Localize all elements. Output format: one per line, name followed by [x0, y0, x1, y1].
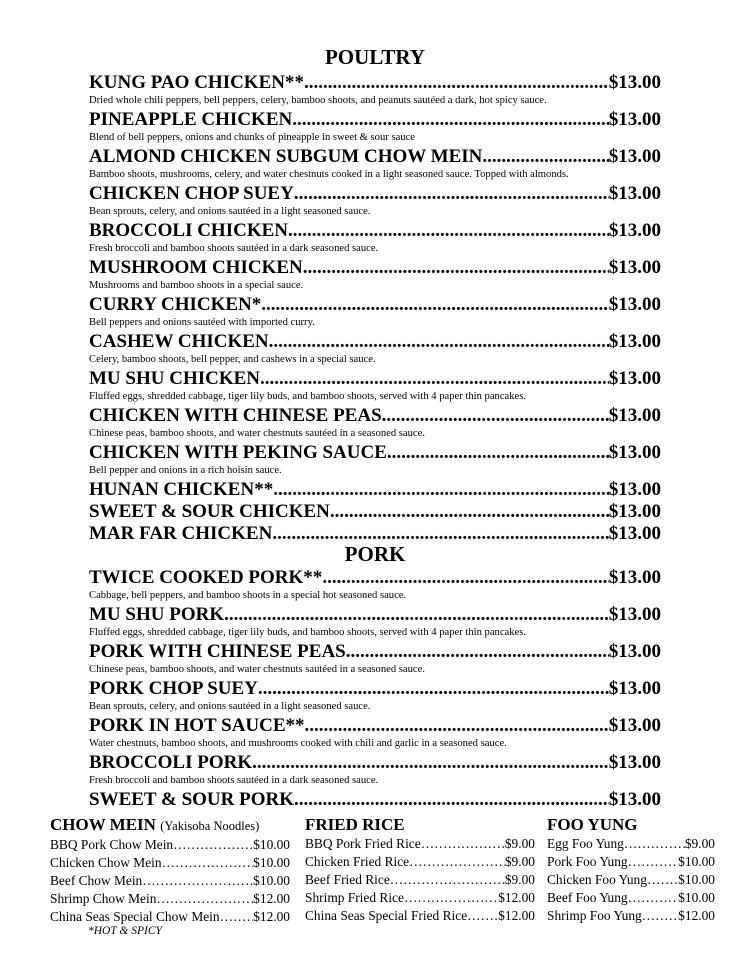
item-price: $13.00: [608, 678, 661, 699]
side-dish-row: [305, 853, 535, 871]
dot-leader: [346, 641, 609, 663]
item-description: Bell pepper and onions in a rich hoisin sauce.: [89, 465, 282, 476]
menu-item: [89, 752, 661, 774]
item-name: PINEAPPLE CHICKEN: [89, 109, 293, 130]
menu-item: [89, 789, 661, 811]
dot-leader: [220, 908, 254, 926]
item-price: $13.00: [608, 368, 661, 389]
item-name: MU SHU CHICKEN: [89, 368, 261, 389]
side-dish-name: BBQ Pork Chow Mein: [50, 837, 174, 852]
side-dish-price: $12.00: [498, 908, 535, 923]
side-dish-name: Egg Foo Yung: [547, 836, 624, 851]
item-name: BROCCOLI CHICKEN: [89, 220, 288, 241]
side-dish-price: $12.00: [678, 908, 715, 923]
item-name: CHICKEN WITH CHINESE PEAS: [89, 405, 382, 426]
dot-leader: [224, 604, 609, 626]
item-description: Water chestnuts, bamboo shoots, and mushrooms cooked with chili and garlic in a seasoned sauce.: [89, 738, 507, 749]
menu-item: [89, 146, 661, 168]
side-dish-row: [547, 853, 715, 871]
item-description: Chinese peas, bamboo shoots, and water chestnuts sautéed in a seasoned sauce.: [89, 664, 425, 675]
side-dish-price: $10.00: [253, 873, 290, 888]
item-name: PORK WITH CHINESE PEAS: [89, 641, 346, 662]
item-price: $13.00: [608, 183, 661, 204]
menu-item: [89, 479, 661, 501]
item-name: KUNG PAO CHICKEN**: [89, 72, 304, 93]
dot-leader: [269, 331, 609, 353]
dot-leader: [142, 872, 253, 890]
item-price: $13.00: [608, 501, 661, 522]
item-price: $13.00: [608, 72, 661, 93]
pork-section-title: PORK: [344, 542, 406, 566]
dot-leader: [173, 836, 253, 854]
side-dish-row: [547, 907, 715, 925]
menu-item: [89, 72, 661, 94]
item-description: Celery, bamboo shoots, bell pepper, and cashews in a special sauce.: [89, 354, 376, 365]
item-name: PORK IN HOT SAUCE**: [89, 715, 305, 736]
dot-leader: [330, 501, 609, 523]
item-description: Bell peppers and onions sautéed with imported curry.: [89, 317, 315, 328]
side-dish-price: $10.00: [678, 872, 715, 887]
side-dish-name: Beef Foo Yung: [547, 890, 628, 905]
dot-leader: [252, 752, 609, 774]
item-price: $13.00: [608, 567, 661, 588]
side-dish-row: [50, 854, 290, 872]
item-name: CHICKEN WITH PEKING SAUCE: [89, 442, 387, 463]
fried-rice-title: FRIED RICE: [305, 815, 405, 834]
dot-leader: [260, 368, 609, 390]
side-dish-row: [305, 871, 535, 889]
side-dish-price: $12.00: [253, 891, 290, 906]
item-description: Bean sprouts, celery, and onions sautéed in a light seasoned sauce.: [89, 206, 371, 217]
dot-leader: [261, 294, 608, 316]
menu-item: [89, 220, 661, 242]
menu-item: [89, 294, 661, 316]
dot-leader: [642, 907, 678, 925]
menu-item: [89, 501, 661, 523]
menu-item: [89, 641, 661, 663]
side-dish-price: $9.00: [684, 836, 715, 851]
dot-leader: [628, 853, 679, 871]
side-dish-name: Shrimp Fried Rice: [305, 890, 404, 905]
item-price: $13.00: [608, 331, 661, 352]
item-price: $13.00: [608, 789, 661, 810]
item-name: PORK CHOP SUEY: [89, 678, 258, 699]
side-dish-name: China Seas Special Fried Rice: [305, 908, 468, 923]
foo-yung-list: [547, 835, 715, 925]
item-price: $13.00: [608, 604, 661, 625]
side-dish-name: Beef Fried Rice: [305, 872, 390, 887]
side-dish-name: BBQ Pork Fried Rice: [305, 836, 421, 851]
item-name: HUNAN CHICKEN**: [89, 479, 274, 500]
item-description: Fluffed eggs, shredded cabbage, tiger lily buds, and bamboo shoots, served with 4 paper thin pancakes.: [89, 391, 526, 402]
item-description: Blend of bell peppers, onions and chunks of pineapple in sweet & sour sauce: [89, 132, 415, 143]
menu-item: [89, 678, 661, 700]
side-dish-price: $9.00: [504, 854, 535, 869]
item-price: $13.00: [608, 294, 661, 315]
item-price: $13.00: [608, 146, 661, 167]
item-name: MUSHROOM CHICKEN: [89, 257, 303, 278]
item-price: $13.00: [608, 752, 661, 773]
item-price: $13.00: [608, 479, 661, 500]
item-description: Bean sprouts, celery, and onions sautéed in a light seasoned sauce.: [89, 701, 371, 712]
dot-leader: [294, 789, 609, 811]
side-dish-name: China Seas Special Chow Mein: [50, 909, 220, 924]
side-dish-price: $10.00: [678, 854, 715, 869]
chow-mein-title: CHOW MEIN: [50, 815, 156, 834]
dot-leader: [390, 871, 505, 889]
side-dish-price: $10.00: [253, 855, 290, 870]
dot-leader: [404, 889, 498, 907]
item-price: $13.00: [608, 523, 661, 544]
menu-item: [89, 715, 661, 737]
menu-item: [89, 257, 661, 279]
dot-leader: [303, 257, 609, 279]
side-dish-row: [50, 872, 290, 890]
dot-leader: [305, 715, 609, 737]
dot-leader: [647, 871, 678, 889]
fried-rice-column: [305, 815, 535, 925]
menu-item: [89, 183, 661, 205]
dot-leader: [382, 405, 609, 427]
fried-rice-list: [305, 835, 535, 925]
side-dish-price: $10.00: [678, 890, 715, 905]
side-dish-row: [50, 890, 290, 908]
menu-item: [89, 442, 661, 464]
side-dish-row: [547, 835, 715, 853]
item-name: SWEET & SOUR CHICKEN: [89, 501, 330, 522]
item-description: Fresh broccoli and bamboo shoots sautéed in a dark seasoned sauce.: [89, 243, 379, 254]
item-name: CURRY CHICKEN*: [89, 294, 262, 315]
menu-item: [89, 109, 661, 131]
item-name: MAR FAR CHICKEN: [89, 523, 273, 544]
side-dish-name: Chicken Fried Rice: [305, 854, 410, 869]
item-price: $13.00: [608, 715, 661, 736]
side-dish-row: [50, 908, 290, 926]
item-name: TWICE COOKED PORK**: [89, 567, 323, 588]
poultry-section-title: POULTRY: [324, 45, 425, 69]
item-name: CHICKEN CHOP SUEY: [89, 183, 294, 204]
item-description: Fluffed eggs, shredded cabbage, tiger lily buds, and bamboo shoots, served with 4 paper thin pancakes.: [89, 627, 526, 638]
side-dish-price: $10.00: [253, 837, 290, 852]
dot-leader: [294, 183, 609, 205]
side-dish-price: $12.00: [498, 890, 535, 905]
foo-yung-column: [547, 815, 715, 925]
chow-mein-list: [50, 836, 290, 926]
side-dish-price: $12.00: [253, 909, 290, 924]
item-name: CASHEW CHICKEN: [89, 331, 269, 352]
item-price: $13.00: [608, 405, 661, 426]
item-price: $13.00: [608, 109, 661, 130]
dot-leader: [162, 854, 254, 872]
item-description: Bamboo shoots, mushrooms, celery, and water chestnuts cooked in a light seasoned sauce. Topped with almonds.: [89, 169, 569, 180]
item-name: MU SHU PORK: [89, 604, 225, 625]
dot-leader: [322, 567, 608, 589]
menu-item: [89, 567, 661, 589]
poultry-item-list: [89, 72, 661, 545]
dot-leader: [409, 853, 505, 871]
item-name: SWEET & SOUR PORK: [89, 789, 294, 810]
item-name: ALMOND CHICKEN SUBGUM CHOW MEIN: [89, 146, 483, 167]
item-price: $13.00: [608, 442, 661, 463]
side-dish-row: [547, 889, 715, 907]
side-dish-row: [547, 871, 715, 889]
side-dish-name: Chicken Chow Mein: [50, 855, 162, 870]
dot-leader: [387, 442, 609, 464]
side-dish-name: Shrimp Chow Mein: [50, 891, 157, 906]
side-dish-row: [305, 907, 535, 925]
side-dish-price: $9.00: [504, 872, 535, 887]
item-price: $13.00: [608, 257, 661, 278]
item-description: Mushrooms and bamboo shoots in a special sauce.: [89, 280, 304, 291]
item-name: BROCCOLI PORK: [89, 752, 253, 773]
dot-leader: [304, 72, 609, 94]
dot-leader: [273, 479, 609, 501]
chow-mein-subtitle: (Yakisoba Noodles): [160, 819, 260, 833]
side-dish-price: $9.00: [504, 836, 535, 851]
menu-item: [89, 405, 661, 427]
chow-mein-column: [50, 815, 290, 926]
dot-leader: [156, 890, 253, 908]
item-description: Cabbage, bell peppers, and bamboo shoots in a special hot seasoned sauce.: [89, 590, 407, 601]
side-dish-name: Pork Foo Yung: [547, 854, 628, 869]
item-description: Dried whole chili peppers, bell peppers, celery, bamboo shoots, and peanuts sautéed a dark, hot spicy sauce.: [89, 95, 547, 106]
hot-spicy-footnote: *HOT & SPICY: [88, 925, 162, 937]
menu-item: [89, 604, 661, 626]
dot-leader: [624, 835, 685, 853]
foo-yung-title: FOO YUNG: [547, 815, 638, 834]
side-dish-row: [305, 889, 535, 907]
item-price: $13.00: [608, 641, 661, 662]
side-dish-name: Shrimp Foo Yung: [547, 908, 642, 923]
pork-item-list: [89, 567, 661, 811]
item-description: Chinese peas, bamboo shoots, and water chestnuts sautéed in a seasoned sauce.: [89, 428, 425, 439]
chow-mein-heading: [50, 815, 290, 836]
dot-leader: [421, 835, 505, 853]
menu-item: [89, 331, 661, 353]
side-dish-name: Chicken Foo Yung: [547, 872, 647, 887]
dot-leader: [288, 220, 609, 242]
menu-item: [89, 368, 661, 390]
item-price: $13.00: [608, 220, 661, 241]
dot-leader: [258, 678, 609, 700]
side-dish-name: Beef Chow Mein: [50, 873, 143, 888]
dot-leader: [467, 907, 498, 925]
dot-leader: [482, 146, 608, 168]
dot-leader: [292, 109, 609, 131]
item-description: Fresh broccoli and bamboo shoots sautéed in a dark seasoned sauce.: [89, 775, 379, 786]
side-dish-row: [50, 836, 290, 854]
side-dish-row: [305, 835, 535, 853]
dot-leader: [628, 889, 679, 907]
